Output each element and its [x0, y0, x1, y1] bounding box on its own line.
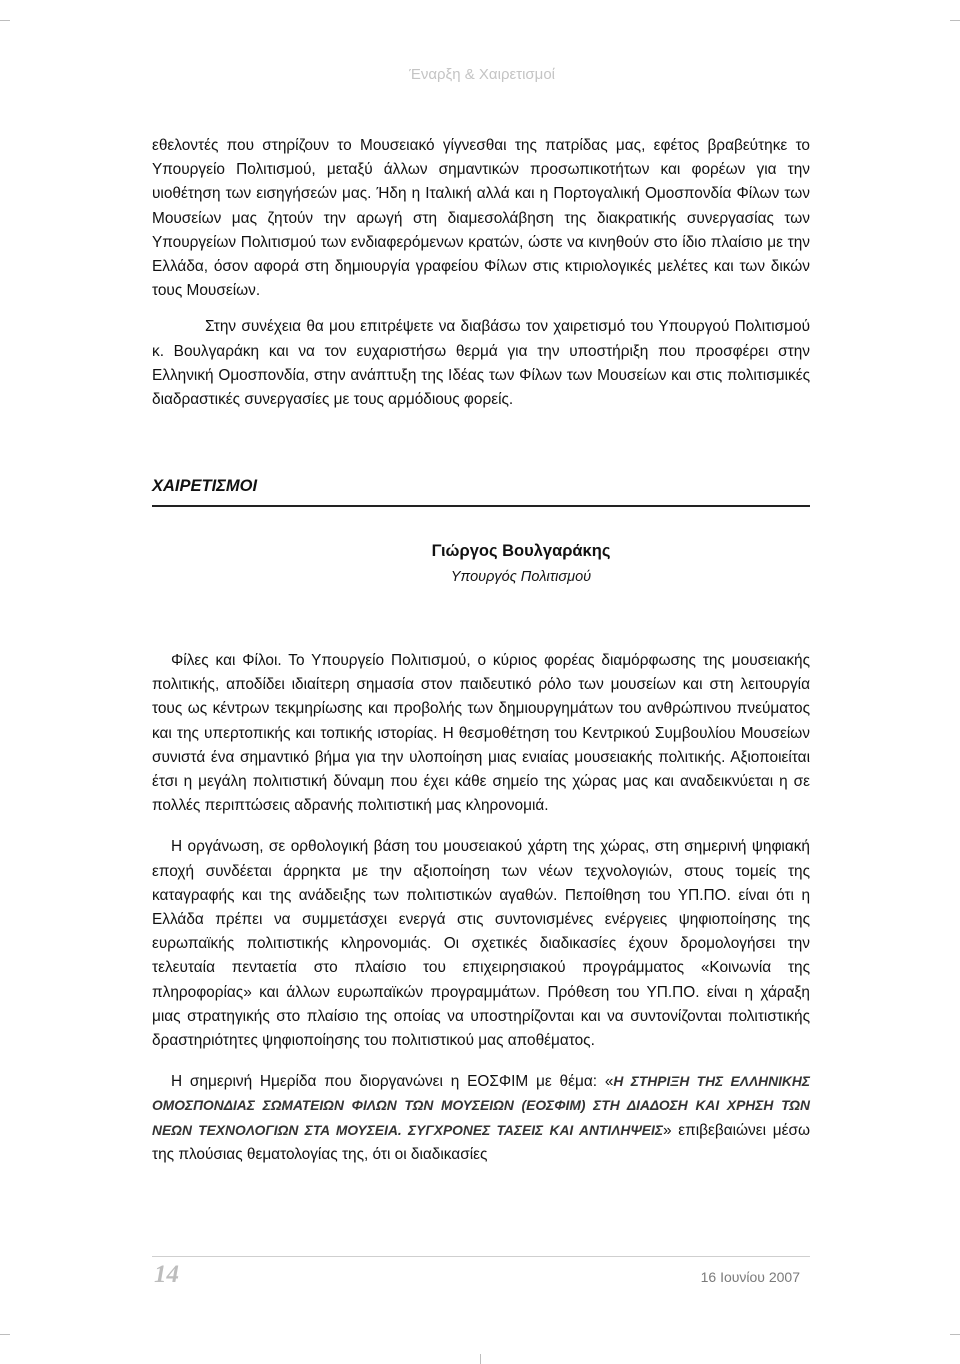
paragraph-conference-intro: Η σημερινή Ημερίδα που διοργανώνει η ΕΟΣΦΙΜ με θέμα: «	[171, 1073, 614, 1091]
paragraph-ministry-role: Φίλες και Φίλοι. Το Υπουργείο Πολιτισμού, ο κύριος φορέας διαμόρφωσης της μουσειακής πολιτικής, αποδίδει ιδιαίτερη σημασία στον παιδευτικό ρόλο των μουσείων και στη λειτουργία τους ως κέντρων τεκμηρίωσης και προβολής των δημιουργημάτων του ανθρώπινου πνεύματος και της υπερτοπικής και τοπικής ιστορίας. Η θεσμοθέτηση του Κεντρικού Συμβουλίου Μουσείων συνιστά ένα σημαντικό βήμα για την υλοποίηση μιας ενιαίας μουσειακής πολιτικής. Αξιοποιείται έτσι η μεγάλη πολιτιστική δύναμη που έχει κάθε σημείο της χώρας μας και αναδεικνύεται η σε πολλές περιπτώσεις αδρανής πολιτιστική μας κληρονομιά.	[152, 652, 810, 815]
author-name: Γιώργος Βουλγαράκης	[431, 542, 611, 560]
paragraph-block-top	[152, 134, 810, 412]
section-divider	[152, 505, 810, 507]
conference-theme: Η ΣΤΗΡΙΞΗ ΤΗΣ ΕΛΛΗΝΙΚΗΣ ΟΜΟΣΠΟΝΔΙΑΣ ΣΩΜΑΤΕΙΩΝ ΦΙΛΩΝ ΤΩΝ ΜΟΥΣΕΙΩΝ (ΕΟΣΦΙΜ) ΣΤΗ ΔΙΑΔΟΣΗ ΚΑΙ ΧΡΗΣΗ ΤΩΝ ΝΕΩΝ ΤΕΧΝΟΛΟΓΙΩΝ ΣΤΑ ΜΟΥΣΕΙΑ. ΣΥΓΧΡΟΝΕΣ ΤΑΣΕΙΣ ΚΑΙ ΑΝΤΙΛΗΨΕΙΣ	[152, 1074, 810, 1138]
footer-date: 16 Ιουνίου 2007	[700, 1269, 800, 1285]
crop-mark-top-right	[950, 20, 960, 21]
paragraph-volunteers: εθελοντές που στηρίζουν το Μουσειακό γίγνεσθαι της πατρίδας μας, εφέτος βραβεύτηκε το Υπουργείο Πολιτισμού, μεταξύ άλλων σημαντικών προσωπικοτήτων και φορέων για την υιοθέτηση των εισηγήσεών μας. Ήδη η Ιταλική αλλά και η Πορτογαλική Ομοσπονδία Φίλων των Μουσείων μας ζητούν την αρωγή στη διαμεσολάβηση της διακρατικής συνεργασίας των Υπουργείων Πολιτισμού των ενδιαφερόμενων κρατών, ώστε να κινηθούν στο ίδιο πλαίσιο με την Ελλάδα, όσον αφορά στη δημιουργία γραφείου Φίλων στις κτιριολογικές μελέτες και των δικών τους Μουσείων.	[152, 137, 810, 300]
paragraph-conference	[152, 1070, 810, 1167]
crop-mark-bottom-center-left	[480, 1354, 481, 1364]
crop-mark-bottom-left	[0, 1334, 10, 1335]
paragraph-minister-greeting: Στην συνέχεια θα μου επιτρέψετε να διαβάσω τον χαιρετισμό του Υπουργού Πολιτισμού κ. Βουλγαράκη και να τον ευχαριστήσω θερμά για την υποστήριξη που προσφέρει στην Ελληνική Ομοσπονδία, στην ανάπτυξη της Ιδέας των Φίλων των Μουσείων και στις πολιτισμικές διαδραστικές συνεργασίες με τους αρμόδιους φορείς.	[152, 318, 810, 409]
author-role: Υπουργός Πολιτισμού	[450, 569, 592, 585]
section-title: ΧΑΙΡΕΤΙΣΜΟΙ	[152, 477, 258, 495]
crop-mark-top-left	[0, 20, 10, 21]
page-number: 14	[154, 1261, 179, 1288]
crop-mark-bottom-right	[950, 1334, 960, 1335]
paragraph-conference-outro: » επιβεβαιώνει μέσω της πλούσιας θεματολογίας της, ότι οι διαδικασίες	[152, 1121, 810, 1163]
running-header: Έναρξη & Χαιρετισμοί	[409, 66, 555, 83]
paragraph-digital-era: Η οργάνωση, σε ορθολογική βάση του μουσειακού χάρτη της χώρας, στη σημερινή ψηφιακή εποχή συνδέεται άρρηκτα με την αξιοποίηση των νέων τεχνολογιών, στους τομείς της καταγραφής και της ανάδειξης των πολιτιστικών αγαθών. Πεποίθηση του ΥΠ.ΠΟ. είναι ότι η Ελλάδα πρέπει να συμμετάσχει ενεργά στις συντονισμένες ενέργειες ψηφιοποίησης της ευρωπαϊκής πολιτιστικής κληρονομιάς. Οι σχετικές διαδικασίες έχουν δρομολογήσει την τελευταία πενταετία στο πλαίσιο του επιχειρησιακού προγράμματος «Κοινωνία της πληροφορίας» και άλλων ευρωπαϊκών προγραμμάτων. Πρόθεση του ΥΠ.ΠΟ. είναι η χάραξη μιας στρατηγικής στο πλαίσιο της οποίας να υποστηρίζονται και να συντονίζονται πολιτιστικής δραστηριότητες ψηφιοποίησης του πολιτιστικού μας αποθέματος.	[152, 838, 810, 1050]
paragraph-block-greeting	[152, 649, 810, 1167]
footer-divider	[152, 1256, 810, 1257]
